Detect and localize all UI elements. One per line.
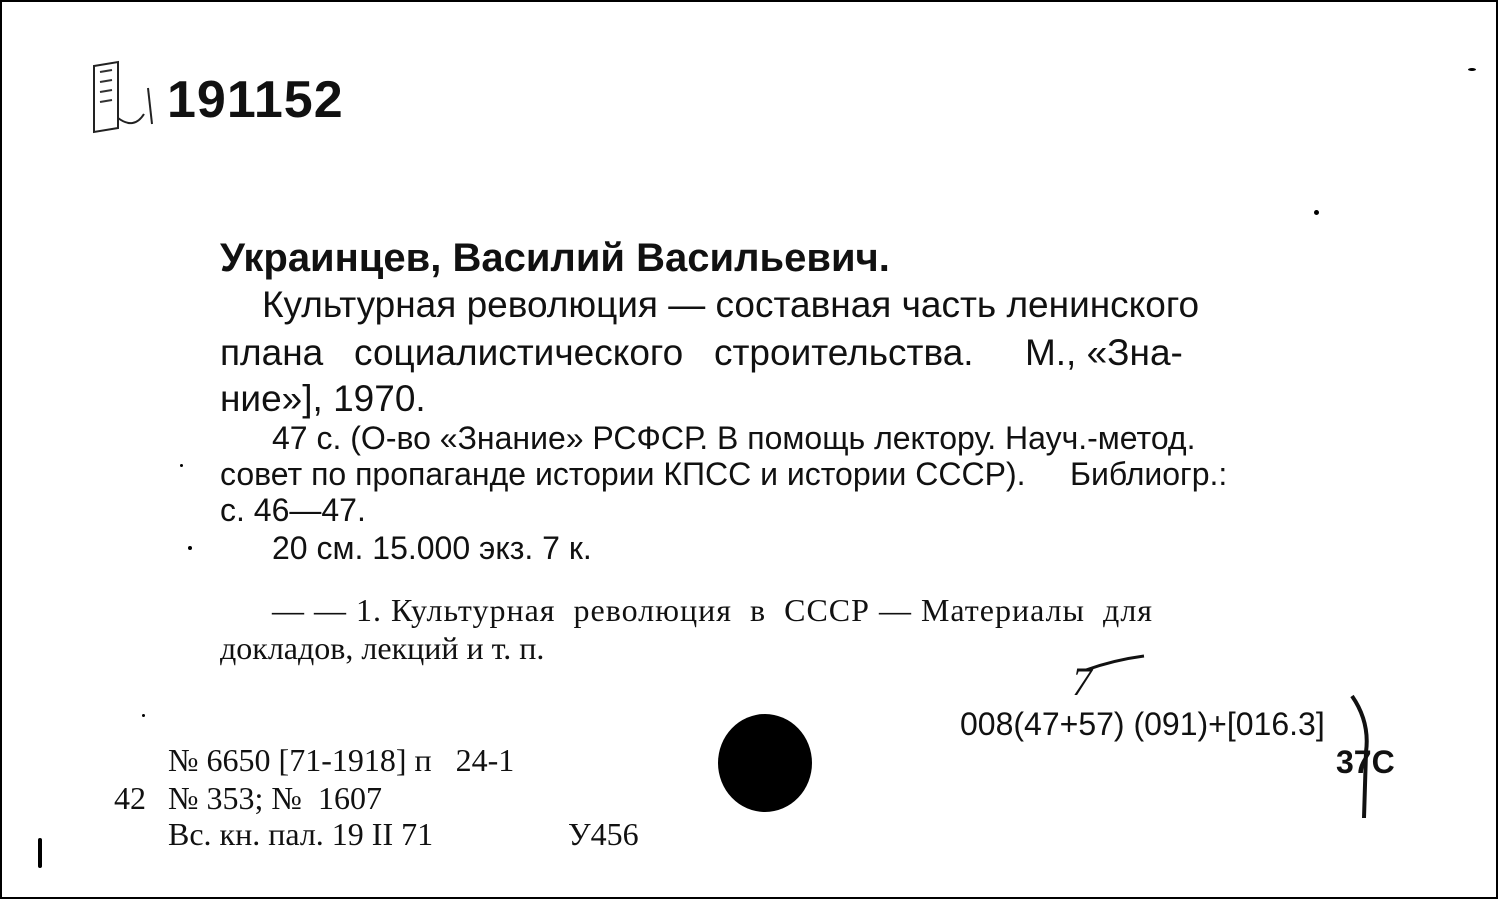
format-line: 20 см. 15.000 экз. 7 к. [272, 530, 592, 566]
registry-line-2: № 353; № 1607 [168, 780, 382, 816]
handwritten-mark: 7 [1072, 659, 1092, 704]
title-line-2: плана социалистического строительства. М., «Зна- [220, 332, 1183, 373]
handwritten-stroke-icon [1348, 692, 1378, 822]
scan-speck [188, 546, 192, 550]
inventory-number: 191152 [167, 71, 344, 129]
notes-line-2: совет по пропаганде истории КПСС и истории СССР). Библиогр.: [220, 456, 1228, 492]
scan-speck [1468, 68, 1476, 71]
shelf-mark: 37C [1336, 744, 1395, 780]
registry-line-3: Вс. кн. пал. 19 II 71 [168, 816, 434, 852]
classification-index: 008(47+57) (091)+[016.3] [960, 706, 1325, 742]
punch-hole [718, 714, 812, 812]
author-heading: Украинцев, Василий Васильевич. [220, 236, 890, 280]
registry-line-1: № 6650 [71-1918] п 24-1 [168, 742, 515, 778]
handwritten-stroke-icon [1084, 654, 1148, 674]
scan-speck [1314, 210, 1319, 215]
title-line-3: ние»], 1970. [220, 378, 426, 419]
notes-line-3: с. 46—47. [220, 492, 366, 528]
subject-line-1: — — 1. Культурная революция в СССР — Материалы для [272, 592, 1153, 628]
scan-speck [142, 714, 145, 717]
registry-code: У456 [568, 816, 639, 852]
scan-speck [38, 838, 42, 868]
library-stamp-icon [88, 58, 160, 140]
registry-prefix: 42 [114, 780, 146, 816]
title-line-1: Культурная революция — составная часть ленинского [262, 284, 1200, 325]
notes-line-1: 47 с. (О-во «Знание» РСФСР. В помощь лектору. Науч.-метод. [272, 420, 1196, 456]
scan-speck [180, 464, 183, 467]
subject-line-2: докладов, лекций и т. п. [220, 630, 545, 666]
